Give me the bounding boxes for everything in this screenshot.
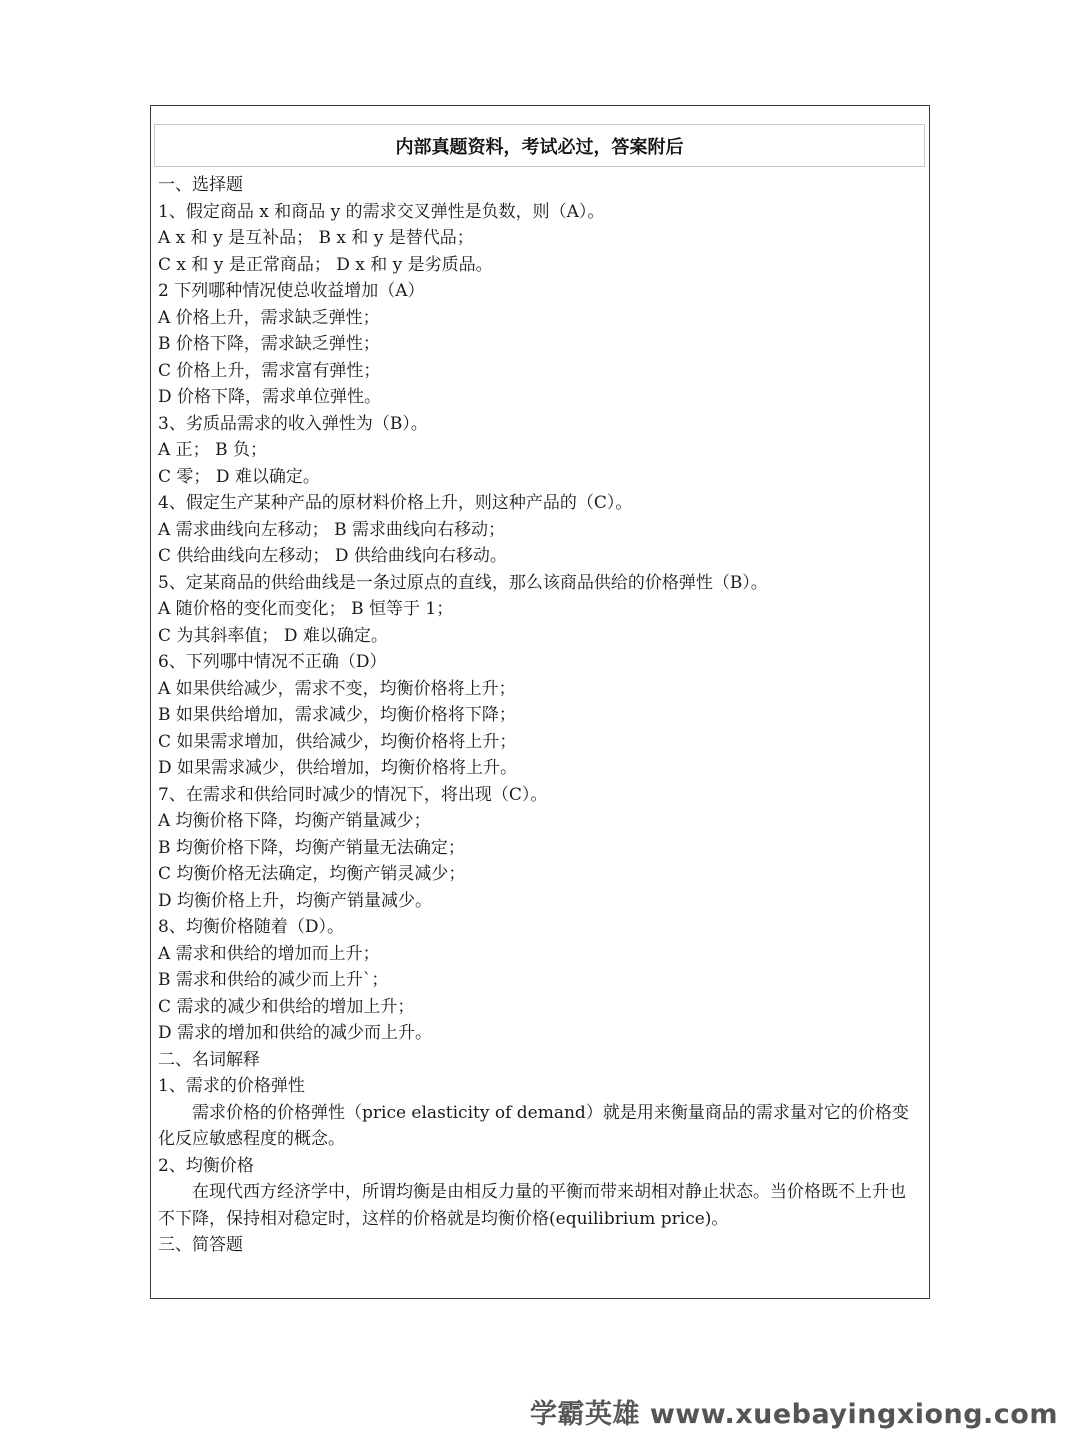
question-line: C 供给曲线向左移动； D 供给曲线向右移动。 [158,546,507,566]
question-line: D 均衡价格上升，均衡产销量减少。 [158,890,433,911]
question-line: A 正； B 负； [158,440,267,460]
question-line: A x 和 y 是互补品； B x 和 y 是替代品； [158,228,474,248]
question-line: C 需求的减少和供给的增加上升； [158,996,415,1017]
question-line: D 如果需求减少，供给增加，均衡价格将上升。 [158,758,518,778]
term-definition: 需求价格的价格弹性（price elasticity of demand）就是用来衡量商品的需求量对它的价格变化反应敏感程度的概念。 [158,1102,909,1149]
question-list [158,199,922,1047]
question-line: C 为其斜率值； D 难以确定。 [158,625,388,646]
question-line: 6、下列哪中情况不正确（D） [158,652,387,672]
question-line: B 均衡价格下降，均衡产销量无法确定； [158,837,465,858]
question-line: C 零； D 难以确定。 [158,466,320,487]
question-line: 7、在需求和供给同时减少的情况下，将出现（C）。 [158,784,548,805]
question-line: A 需求和供给的增加而上升； [158,943,380,964]
section-heading: 一、选择题 [158,175,243,195]
question-line: A 价格上升，需求缺乏弹性； [158,307,380,328]
term-heading: 2、均衡价格 [158,1155,254,1176]
document-title: 内部真题资料，考试必过，答案附后 [154,124,925,167]
question-line: A 需求曲线向左移动； B 需求曲线向右移动； [158,519,505,540]
question-line: B 价格下降，需求缺乏弹性； [158,334,380,354]
site-watermark: 学霸英雄 www.xuebayingxiong.com [529,1399,1058,1430]
document-content [158,172,922,1259]
question-line: D 价格下降，需求单位弹性。 [158,387,382,407]
question-line: C 价格上升，需求富有弹性； [158,360,381,381]
section-heading: 二、名词解释 [158,1049,260,1070]
question-line: C x 和 y 是正常商品； D x 和 y 是劣质品。 [158,254,493,275]
document-frame [150,105,930,1299]
question-line: 5、定某商品的供给曲线是一条过原点的直线，那么该商品供给的价格弹性（B）。 [158,572,768,593]
question-line: D 需求的增加和供给的减少而上升。 [158,1023,433,1043]
question-line: 8、均衡价格随着（D）。 [158,917,344,937]
question-line: A 随价格的变化而变化； B 恒等于 1； [158,599,454,619]
question-line: A 如果供给减少，需求不变，均衡价格将上升； [158,678,516,699]
question-line: A 均衡价格下降，均衡产销量减少； [158,811,431,831]
question-line: 3、劣质品需求的收入弹性为（B）。 [158,413,428,434]
question-line: B 如果供给增加，需求减少，均衡价格将下降； [158,705,516,725]
question-line: 1、假定商品 x 和商品 y 的需求交叉弹性是负数，则（A）。 [158,201,605,222]
question-line: B 需求和供给的减少而上升`； [158,970,389,990]
question-line: 4、假定生产某种产品的原材料价格上升，则这种产品的（C）。 [158,493,633,513]
question-line: 2 下列哪种情况使总收益增加（A） [158,281,425,301]
term-definition: 在现代西方经济学中，所谓均衡是由相反力量的平衡而带来胡相对静止状态。当价格既不上升也不下降，保持相对稳定时，这样的价格就是均衡价格(equilibrium price)。 [158,1182,906,1229]
question-line: C 如果需求增加，供给减少，均衡价格将上升； [158,731,517,752]
question-line: C 均衡价格无法确定，均衡产销灵减少； [158,864,466,884]
section-heading: 三、简答题 [158,1235,243,1255]
term-heading: 1、需求的价格弹性 [158,1076,305,1096]
